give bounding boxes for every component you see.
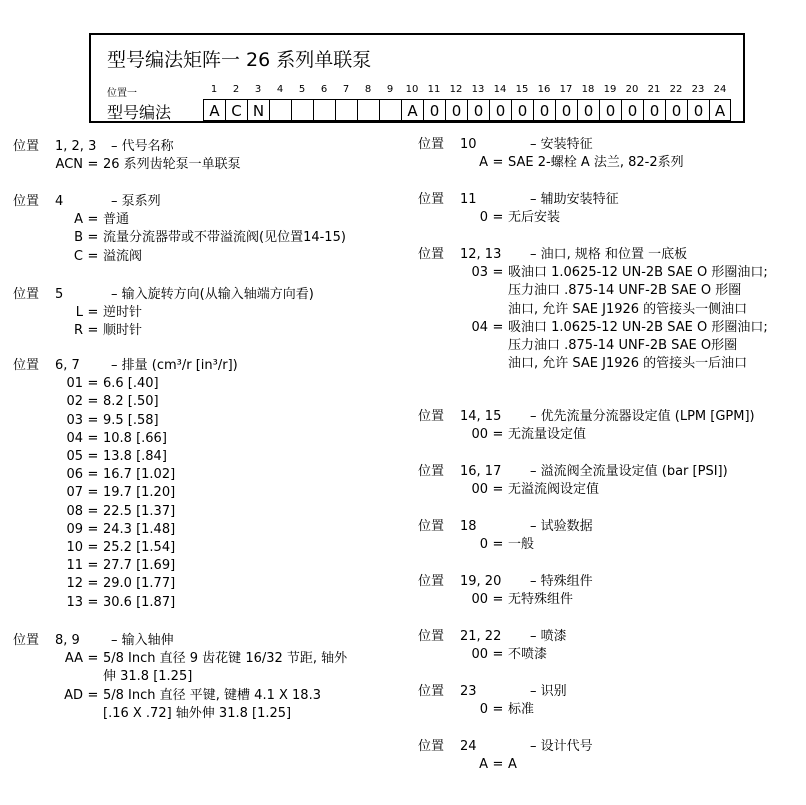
description-line: 无后安装 bbox=[508, 210, 561, 226]
option-row bbox=[13, 539, 238, 557]
option-description bbox=[103, 156, 241, 174]
option-section bbox=[418, 738, 593, 774]
section-title: – 代号名称 bbox=[111, 139, 174, 154]
section-title: – 溢流阀全流量设定值 (bar [PSI]) bbox=[530, 464, 728, 479]
equals-sign: = bbox=[87, 248, 99, 264]
position-number: 18 bbox=[460, 519, 477, 534]
description-line: 无特殊组件 bbox=[508, 592, 574, 608]
description-line: 16.7 [1.02] bbox=[103, 467, 176, 483]
description-line: 吸油口 1.0625-12 UN-2B SAE O 形圈油口; bbox=[508, 265, 768, 281]
option-description bbox=[103, 484, 175, 502]
code-box: A bbox=[401, 99, 423, 121]
option-row bbox=[13, 412, 238, 430]
equals-sign: = bbox=[87, 157, 99, 173]
section-heading bbox=[418, 246, 768, 264]
equals-sign: = bbox=[492, 482, 504, 498]
option-section bbox=[418, 408, 755, 444]
option-code: B bbox=[74, 230, 83, 246]
option-code: 03 bbox=[66, 412, 83, 428]
equals-sign: = bbox=[87, 430, 99, 446]
option-code: 06 bbox=[66, 467, 83, 483]
option-row bbox=[13, 248, 346, 266]
code-box: A bbox=[203, 99, 225, 121]
option-description bbox=[103, 650, 347, 686]
description-line: 22.5 [1.37] bbox=[103, 503, 176, 519]
description-line: 流量分流器带或不带溢流阀(见位置14-15) bbox=[103, 230, 346, 246]
option-code: A bbox=[479, 155, 488, 171]
option-description bbox=[103, 594, 175, 612]
equals-sign: = bbox=[87, 394, 99, 410]
equals-sign: = bbox=[492, 702, 504, 718]
description-line: 不喷漆 bbox=[508, 647, 548, 663]
section-heading bbox=[418, 573, 593, 591]
equals-sign: = bbox=[87, 651, 99, 667]
position-number: 23 bbox=[460, 684, 477, 699]
position-number: 12, 13 bbox=[460, 247, 502, 262]
code-box bbox=[335, 99, 357, 121]
option-code: C bbox=[73, 248, 83, 264]
code-box: C bbox=[225, 99, 247, 121]
section-title: – 排量 (cm³/r [in³/r]) bbox=[111, 358, 238, 373]
description-line: 顺时针 bbox=[103, 323, 143, 339]
option-row bbox=[13, 304, 314, 322]
option-row bbox=[418, 264, 768, 319]
section-title: – 喷漆 bbox=[530, 629, 567, 644]
option-row bbox=[13, 322, 314, 340]
equals-sign: = bbox=[87, 594, 99, 610]
section-heading bbox=[418, 683, 567, 701]
section-title: – 输入轴伸 bbox=[111, 633, 174, 648]
section-title: – 设计代号 bbox=[530, 739, 593, 754]
equals-sign: = bbox=[87, 576, 99, 592]
option-description bbox=[103, 503, 175, 521]
description-line: 26 系列齿轮泵一单联泵 bbox=[103, 157, 241, 173]
section-heading bbox=[13, 632, 347, 650]
equals-sign: = bbox=[87, 687, 99, 703]
equals-sign: = bbox=[492, 647, 504, 663]
section-heading bbox=[13, 193, 346, 211]
description-line: A bbox=[508, 757, 517, 773]
option-section bbox=[418, 191, 619, 227]
option-description bbox=[103, 211, 129, 229]
option-code: 00 bbox=[471, 482, 488, 498]
description-line: 逆时针 bbox=[103, 305, 143, 321]
model-code-label: 型号编法 bbox=[107, 103, 172, 122]
position-label: 位置一 bbox=[107, 88, 137, 99]
code-box: 0 bbox=[599, 99, 621, 121]
option-code: 03 bbox=[471, 265, 488, 281]
option-section bbox=[418, 518, 593, 554]
option-code: 0 bbox=[479, 702, 488, 718]
position-number: 20 bbox=[625, 84, 639, 95]
section-title: – 特殊组件 bbox=[530, 574, 593, 589]
description-line: 无流量设定值 bbox=[508, 427, 587, 443]
position-number: 21 bbox=[647, 84, 661, 95]
position-number: 17 bbox=[559, 84, 573, 95]
equals-sign: = bbox=[87, 412, 99, 428]
option-row bbox=[13, 503, 238, 521]
option-row bbox=[13, 521, 238, 539]
code-box: N bbox=[247, 99, 269, 121]
option-code: A bbox=[74, 212, 83, 228]
position-word: 位置 bbox=[418, 519, 445, 534]
section-title: – 泵系列 bbox=[111, 194, 161, 209]
code-box bbox=[269, 99, 291, 121]
position-number: 15 bbox=[515, 84, 529, 95]
position-number: 2 bbox=[232, 84, 240, 95]
option-code: 08 bbox=[66, 503, 83, 519]
option-code: 11 bbox=[66, 558, 83, 574]
code-box: 0 bbox=[511, 99, 533, 121]
description-line: 13.8 [.84] bbox=[103, 449, 167, 465]
option-description bbox=[508, 536, 534, 554]
option-row bbox=[418, 536, 593, 554]
position-number: 6, 7 bbox=[55, 358, 80, 373]
option-description bbox=[103, 412, 159, 430]
option-description bbox=[508, 701, 534, 719]
option-section bbox=[418, 246, 768, 373]
position-number: 11 bbox=[460, 192, 477, 207]
position-word: 位置 bbox=[418, 684, 445, 699]
option-section bbox=[13, 138, 241, 174]
option-description bbox=[508, 319, 768, 374]
option-row bbox=[13, 594, 238, 612]
description-line: 伸 31.8 [1.25] bbox=[103, 669, 193, 685]
option-description bbox=[508, 756, 517, 774]
position-number: 4 bbox=[55, 194, 64, 209]
position-word: 位置 bbox=[13, 633, 40, 648]
section-title: – 试验数据 bbox=[530, 519, 593, 534]
equals-sign: = bbox=[87, 305, 99, 321]
position-number: 8, 9 bbox=[55, 633, 80, 648]
option-row bbox=[13, 393, 238, 411]
page-title: 型号编法矩阵一 26 系列单联泵 bbox=[107, 49, 372, 71]
position-number: 11 bbox=[427, 84, 441, 95]
option-row bbox=[418, 646, 567, 664]
position-number: 10 bbox=[460, 137, 477, 152]
option-code: 0 bbox=[479, 210, 488, 226]
position-number: 9 bbox=[386, 84, 394, 95]
position-word: 位置 bbox=[418, 409, 445, 424]
position-number: 23 bbox=[691, 84, 705, 95]
section-title: – 识别 bbox=[530, 684, 567, 699]
option-row bbox=[13, 687, 347, 723]
option-description bbox=[508, 481, 599, 499]
equals-sign: = bbox=[87, 449, 99, 465]
description-line: 24.3 [1.48] bbox=[103, 521, 176, 537]
option-description bbox=[508, 426, 586, 444]
position-number: 1, 2, 3 bbox=[55, 139, 97, 154]
option-description bbox=[103, 687, 321, 723]
description-line: [.16 X .72] 轴外伸 31.8 [1.25] bbox=[103, 705, 292, 721]
option-section bbox=[13, 632, 347, 723]
position-number: 4 bbox=[276, 84, 284, 95]
option-row bbox=[418, 481, 728, 499]
description-line: 溢流阀 bbox=[103, 248, 143, 264]
code-box: 0 bbox=[643, 99, 665, 121]
section-heading bbox=[418, 628, 567, 646]
section-title: – 安装特征 bbox=[530, 137, 593, 152]
description-line: 压力油口 .875-14 UNF-2B SAE O形圈 bbox=[508, 338, 738, 354]
option-code: A bbox=[479, 757, 488, 773]
position-word: 位置 bbox=[418, 574, 445, 589]
code-box: 0 bbox=[555, 99, 577, 121]
option-row bbox=[13, 229, 346, 247]
option-row bbox=[13, 211, 346, 229]
section-heading bbox=[418, 191, 619, 209]
option-section bbox=[13, 357, 238, 612]
description-line: 27.7 [1.69] bbox=[103, 558, 176, 574]
option-description bbox=[103, 430, 167, 448]
option-section bbox=[418, 683, 567, 719]
option-code: 04 bbox=[66, 430, 83, 446]
code-box: 0 bbox=[489, 99, 511, 121]
code-box: 0 bbox=[445, 99, 467, 121]
option-section bbox=[418, 628, 567, 664]
position-number: 16 bbox=[537, 84, 551, 95]
position-number: 24 bbox=[713, 84, 727, 95]
option-description bbox=[508, 154, 684, 172]
code-box: 0 bbox=[577, 99, 599, 121]
equals-sign: = bbox=[87, 323, 99, 339]
code-box bbox=[379, 99, 401, 121]
option-code: 13 bbox=[66, 594, 83, 610]
section-title: – 辅助安装特征 bbox=[530, 192, 619, 207]
option-code: 07 bbox=[66, 485, 83, 501]
section-heading bbox=[418, 518, 593, 536]
option-row bbox=[418, 701, 567, 719]
option-code: 05 bbox=[66, 449, 83, 465]
option-description bbox=[508, 209, 560, 227]
equals-sign: = bbox=[87, 376, 99, 392]
option-description bbox=[103, 229, 346, 247]
option-code: ACN bbox=[55, 157, 83, 173]
description-line: 29.0 [1.77] bbox=[103, 576, 176, 592]
code-box: 0 bbox=[467, 99, 489, 121]
option-row bbox=[13, 466, 238, 484]
option-code: 0 bbox=[479, 537, 488, 553]
equals-sign: = bbox=[492, 757, 504, 773]
option-row bbox=[418, 591, 593, 609]
option-row bbox=[13, 575, 238, 593]
position-word: 位置 bbox=[418, 464, 445, 479]
code-box: A bbox=[709, 99, 731, 121]
option-description bbox=[103, 466, 175, 484]
position-number: 5 bbox=[55, 287, 64, 302]
description-line: 油口, 允许 SAE J1926 的管接头一后油口 bbox=[508, 356, 748, 372]
section-heading bbox=[13, 286, 314, 304]
equals-sign: = bbox=[492, 210, 504, 226]
option-code: L bbox=[75, 305, 83, 321]
code-box: 0 bbox=[621, 99, 643, 121]
option-description bbox=[103, 448, 167, 466]
code-box: 0 bbox=[665, 99, 687, 121]
description-line: 一般 bbox=[508, 537, 535, 553]
code-box: 0 bbox=[533, 99, 555, 121]
description-line: 压力油口 .875-14 UNF-2B SAE O 形圈 bbox=[508, 283, 742, 299]
equals-sign: = bbox=[87, 503, 99, 519]
equals-sign: = bbox=[492, 155, 504, 171]
section-title: – 油口, 规格 和位置 一底板 bbox=[530, 247, 688, 262]
option-description bbox=[103, 322, 142, 340]
description-line: 8.2 [.50] bbox=[103, 394, 159, 410]
section-heading bbox=[13, 138, 241, 156]
position-number: 14 bbox=[493, 84, 507, 95]
position-number: 13 bbox=[471, 84, 485, 95]
option-row bbox=[418, 154, 684, 172]
position-word: 位置 bbox=[13, 194, 40, 209]
equals-sign: = bbox=[87, 540, 99, 556]
description-line: 油口, 允许 SAE J1926 的管接头一侧油口 bbox=[508, 301, 748, 317]
option-section bbox=[13, 286, 314, 341]
option-section bbox=[418, 573, 593, 609]
option-code: 00 bbox=[471, 427, 488, 443]
option-description bbox=[103, 304, 142, 322]
option-row bbox=[13, 650, 347, 686]
option-row bbox=[13, 156, 241, 174]
option-code: 09 bbox=[66, 521, 83, 537]
option-code: 12 bbox=[66, 576, 83, 592]
position-word: 位置 bbox=[418, 247, 445, 262]
code-box bbox=[291, 99, 313, 121]
equals-sign: = bbox=[87, 521, 99, 537]
position-word: 位置 bbox=[13, 287, 40, 302]
equals-sign: = bbox=[492, 537, 504, 553]
option-code: 10 bbox=[66, 540, 83, 556]
description-line: SAE 2-螺栓 A 法兰, 82-2系列 bbox=[508, 155, 684, 171]
section-heading bbox=[418, 136, 684, 154]
position-word: 位置 bbox=[13, 358, 40, 373]
description-line: 10.8 [.66] bbox=[103, 430, 167, 446]
position-number: 18 bbox=[581, 84, 595, 95]
equals-sign: = bbox=[492, 319, 504, 335]
position-number: 7 bbox=[342, 84, 350, 95]
option-description bbox=[103, 557, 175, 575]
position-number: 5 bbox=[298, 84, 306, 95]
equals-sign: = bbox=[87, 558, 99, 574]
description-line: 普通 bbox=[103, 212, 130, 228]
equals-sign: = bbox=[87, 212, 99, 228]
equals-sign: = bbox=[87, 485, 99, 501]
option-description bbox=[508, 591, 573, 609]
description-line: 5/8 Inch 直径 9 齿花键 16/32 节距, 轴外 bbox=[103, 651, 348, 667]
equals-sign: = bbox=[492, 265, 504, 281]
position-number: 14, 15 bbox=[460, 409, 502, 424]
option-row bbox=[13, 430, 238, 448]
option-code: AD bbox=[64, 687, 83, 703]
option-row bbox=[13, 448, 238, 466]
option-code: 00 bbox=[471, 592, 488, 608]
position-number: 22 bbox=[669, 84, 683, 95]
description-line: 标准 bbox=[508, 702, 535, 718]
position-number: 3 bbox=[254, 84, 262, 95]
section-heading bbox=[418, 463, 728, 481]
option-code: 02 bbox=[66, 394, 83, 410]
section-title: – 输入旋转方向(从输入轴端方向看) bbox=[111, 287, 314, 302]
description-line: 无溢流阀设定值 bbox=[508, 482, 600, 498]
code-box: 0 bbox=[687, 99, 709, 121]
option-code: AA bbox=[64, 651, 83, 667]
equals-sign: = bbox=[492, 427, 504, 443]
description-line: 吸油口 1.0625-12 UN-2B SAE O 形圈油口; bbox=[508, 319, 768, 335]
section-heading bbox=[13, 357, 238, 375]
option-code: 00 bbox=[471, 647, 488, 663]
position-word: 位置 bbox=[418, 192, 445, 207]
position-number: 24 bbox=[460, 739, 477, 754]
option-section bbox=[418, 463, 728, 499]
description-line: 6.6 [.40] bbox=[103, 376, 159, 392]
option-code: R bbox=[73, 323, 83, 339]
option-description bbox=[103, 375, 159, 393]
position-word: 位置 bbox=[418, 629, 445, 644]
option-section bbox=[13, 193, 346, 266]
option-row bbox=[418, 209, 619, 227]
option-row bbox=[418, 756, 593, 774]
option-code: 04 bbox=[471, 319, 488, 335]
description-line: 30.6 [1.87] bbox=[103, 594, 176, 610]
model-code-header bbox=[89, 33, 745, 123]
equals-sign: = bbox=[87, 467, 99, 483]
code-box bbox=[357, 99, 379, 121]
position-number: 21, 22 bbox=[460, 629, 502, 644]
option-description bbox=[508, 646, 547, 664]
section-heading bbox=[418, 738, 593, 756]
description-line: 9.5 [.58] bbox=[103, 412, 159, 428]
option-row bbox=[13, 375, 238, 393]
section-heading bbox=[418, 408, 755, 426]
position-number: 10 bbox=[405, 84, 419, 95]
position-number: 8 bbox=[364, 84, 372, 95]
equals-sign: = bbox=[492, 592, 504, 608]
position-number: 6 bbox=[320, 84, 328, 95]
option-description bbox=[103, 539, 175, 557]
option-row bbox=[418, 319, 768, 374]
equals-sign: = bbox=[87, 230, 99, 246]
position-word: 位置 bbox=[13, 139, 40, 154]
option-description bbox=[103, 575, 175, 593]
option-code: 01 bbox=[66, 376, 83, 392]
position-word: 位置 bbox=[418, 739, 445, 754]
position-number: 19, 20 bbox=[460, 574, 502, 589]
code-box bbox=[313, 99, 335, 121]
option-description bbox=[103, 393, 159, 411]
code-box: 0 bbox=[423, 99, 445, 121]
position-number: 16, 17 bbox=[460, 464, 502, 479]
section-title: – 优先流量分流器设定值 (LPM [GPM]) bbox=[530, 409, 755, 424]
option-description bbox=[508, 264, 768, 319]
option-description bbox=[103, 521, 175, 539]
option-row bbox=[13, 557, 238, 575]
description-line: 25.2 [1.54] bbox=[103, 540, 176, 556]
option-row bbox=[418, 426, 755, 444]
position-number: 1 bbox=[210, 84, 218, 95]
position-word: 位置 bbox=[418, 137, 445, 152]
position-number: 19 bbox=[603, 84, 617, 95]
option-description bbox=[103, 248, 142, 266]
description-line: 19.7 [1.20] bbox=[103, 485, 176, 501]
position-number: 12 bbox=[449, 84, 463, 95]
description-line: 5/8 Inch 直径 平键, 键槽 4.1 X 18.3 bbox=[103, 687, 321, 703]
option-section bbox=[418, 136, 684, 172]
option-row bbox=[13, 484, 238, 502]
